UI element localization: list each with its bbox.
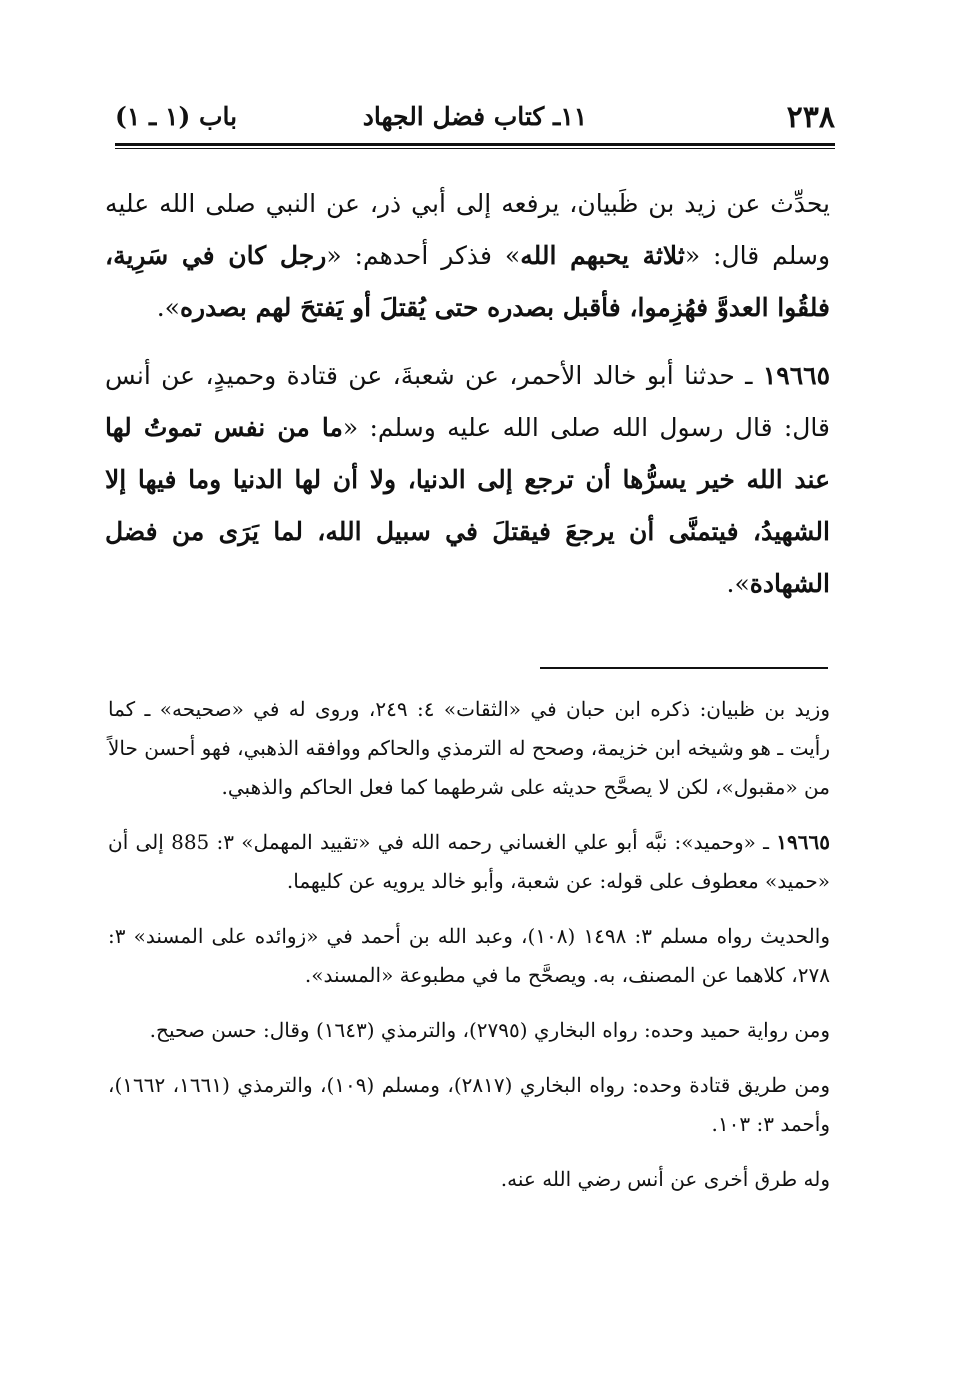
p1-end: ».: [156, 293, 180, 322]
chapter-label: باب (١ ـ ١): [115, 102, 238, 131]
footnote-6: وله طرق أخرى عن أنس رضي الله عنه.: [500, 1167, 830, 1191]
book-title: ١١ـ كتاب فضل الجهاد: [362, 102, 588, 131]
footnote-5: ومن طريق قتادة وحده: رواه البخاري (٢٨١٧)، ومسلم (١٠٩)، والترمذي (١٦٦١، ١٦٦٢)، وأحمد ٣: ١٠٣.: [108, 1073, 831, 1136]
p1-mid: » فذكر أحدهم: «: [326, 241, 521, 270]
footnote-2: [108, 823, 830, 901]
hadith-number: ١٩٦٦٥: [762, 361, 830, 390]
main-paragraph-2: [105, 350, 830, 610]
running-header: [115, 92, 835, 140]
main-paragraph-1: [105, 178, 830, 334]
header-rule: [115, 143, 835, 149]
footnote-2-number: ١٩٦٦٥: [776, 830, 830, 854]
p2-end: ».: [726, 569, 750, 598]
footnote-4: ومن رواية حميد وحده: رواه البخاري (٢٧٩٥)، والترمذي (١٦٤٣) وقال: حسن صحيح.: [149, 1018, 830, 1042]
p1-text: يحدِّث عن زيد بن ظَبيان، يرفعه إلى أبي ذر، عن النبي صلى الله عليه وسلم قال: «: [105, 189, 831, 270]
p1-bold-2: رجل كان في سَرِية، فلقُوا العدوَّ فهُزِموا، فأقبل بصدره حتى يُقتلَ أو يَفتحَ لهم بصدره: [105, 241, 830, 322]
p1-bold-1: ثلاثة يحبهم الله: [520, 241, 685, 270]
footnote-3: والحديث رواه مسلم ٣: ١٤٩٨ (١٠٨)، وعبد الله بن أحمد في «زوائده على المسند» ٣: ٢٧٨، كلاهما عن المصنف، به. ويصحَّح ما في مطبوعة «المسند».: [108, 924, 830, 987]
p2-bold: ما من نفس تموتُ لها عند الله خير يسرُّها أن ترجع إلى الدنيا، ولا أن لها الدنيا وما فيها إلا الشهيدُ، فيتمنَّى أن يرجعَ فيقتلَ في سبيل الله، لما يَرَى من فضل الشهادة: [105, 413, 830, 598]
p2-text: ـ حدثنا أبو خالد الأحمر، عن شعبةَ، عن قتادة وحميدٍ، عن أنس قال: قال رسول الله صلى الله عليه وسلم: «: [105, 361, 831, 442]
page-number: ٢٣٨: [786, 100, 835, 135]
footnote-1: وزيد بن ظبيان: ذكره ابن حبان في «الثقات» ٤: ٢٤٩، وروى له في «صحيحه» ـ كما رأيت ـ هو وشيخه ابن خزيمة، وصحح له الترمذي والحاكم ووافقه الذهبي، فهو أحسن حالاً من «مقبول»، لكن لا يصحَّح حديثه على شرطهما كما فعل الحاكم والذهبي.: [108, 697, 830, 799]
footnote-2-text: ـ «وحميد»: نبَّه أبو علي الغساني رحمه الله في «تقييد المهمل» ٣: 885 إلى أن «حميد» معطوف على قوله: عن شعبة، وأبو خالد يرويه عن كليهما.: [108, 830, 830, 893]
footnotes: [108, 690, 830, 1215]
footnote-separator: [540, 667, 828, 669]
